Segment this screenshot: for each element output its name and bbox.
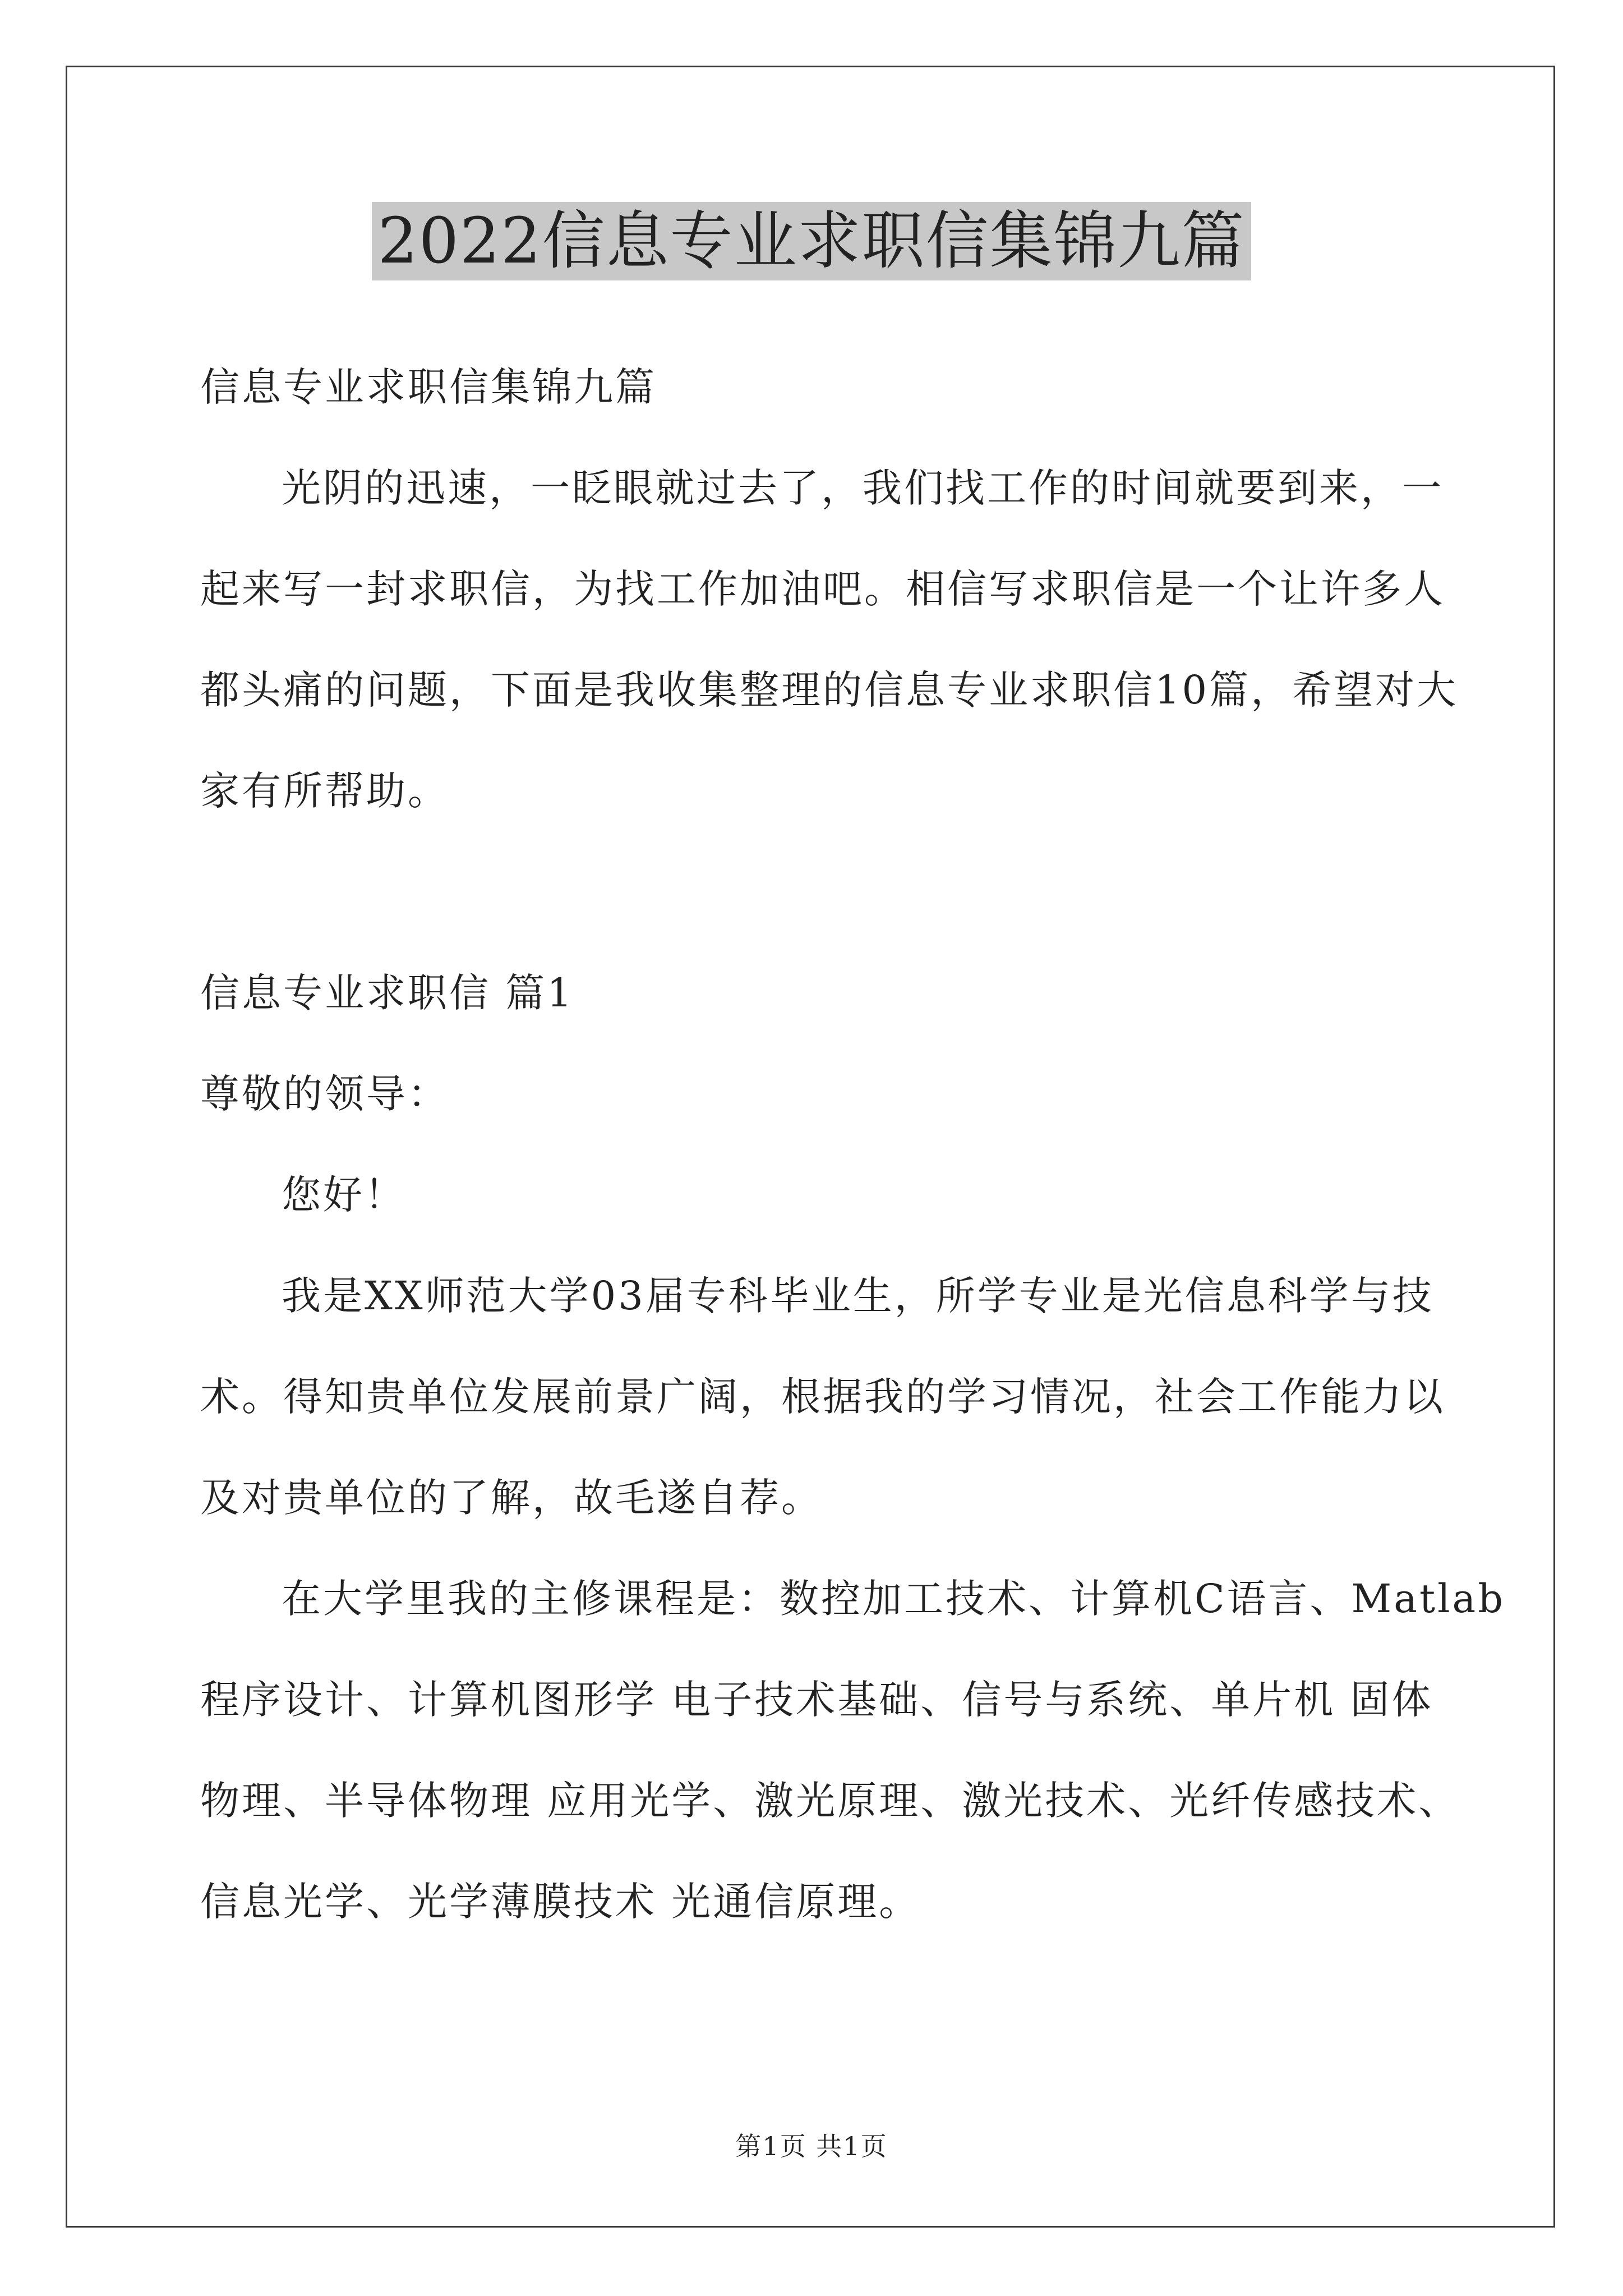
paragraph-line: 信息光学、光学薄膜技术 光通信原理。 — [200, 1879, 921, 1925]
intro-line: 起来写一封求职信，为找工作加油吧。相信写求职信是一个让许多人 — [200, 566, 1445, 612]
paragraph-line: 及对贵单位的了解，故毛遂自荐。 — [200, 1475, 823, 1521]
paragraph-line: 术。得知贵单位发展前景广阔，根据我的学习情况，社会工作能力以 — [200, 1374, 1445, 1420]
paragraph-gap — [200, 841, 1434, 942]
paragraph-line: 我是XX师范大学03届专科毕业生，所学专业是光信息科学与技 — [282, 1273, 1434, 1319]
section-heading: 信息专业求职信 篇1 — [200, 970, 574, 1016]
document-title-text: 2022信息专业求职信集锦九篇 — [372, 202, 1251, 280]
intro-line: 光阴的迅速，一眨眼就过去了，我们找工作的时间就要到来，一 — [282, 465, 1444, 511]
page-number: 第1页 共1页 — [735, 2131, 888, 2161]
salutation: 尊敬的领导： — [200, 1071, 449, 1117]
paragraph-line: 程序设计、计算机图形学 电子技术基础、信号与系统、单片机 固体 — [200, 1677, 1433, 1723]
document-subtitle: 信息专业求职信集锦九篇 — [200, 364, 657, 410]
paragraph-line: 在大学里我的主修课程是：数控加工技术、计算机C语言、Matlab — [282, 1576, 1506, 1622]
intro-line: 家有所帮助。 — [200, 768, 449, 814]
paragraph-line: 物理、半导体物理 应用光学、激光原理、激光技术、光纤传感技术、 — [200, 1778, 1460, 1824]
document-title — [0, 202, 1623, 280]
document-body — [200, 337, 1506, 1952]
greeting: 您好！ — [282, 1172, 406, 1218]
intro-line: 都头痛的问题，下面是我收集整理的信息专业求职信10篇，希望对大 — [200, 667, 1459, 713]
